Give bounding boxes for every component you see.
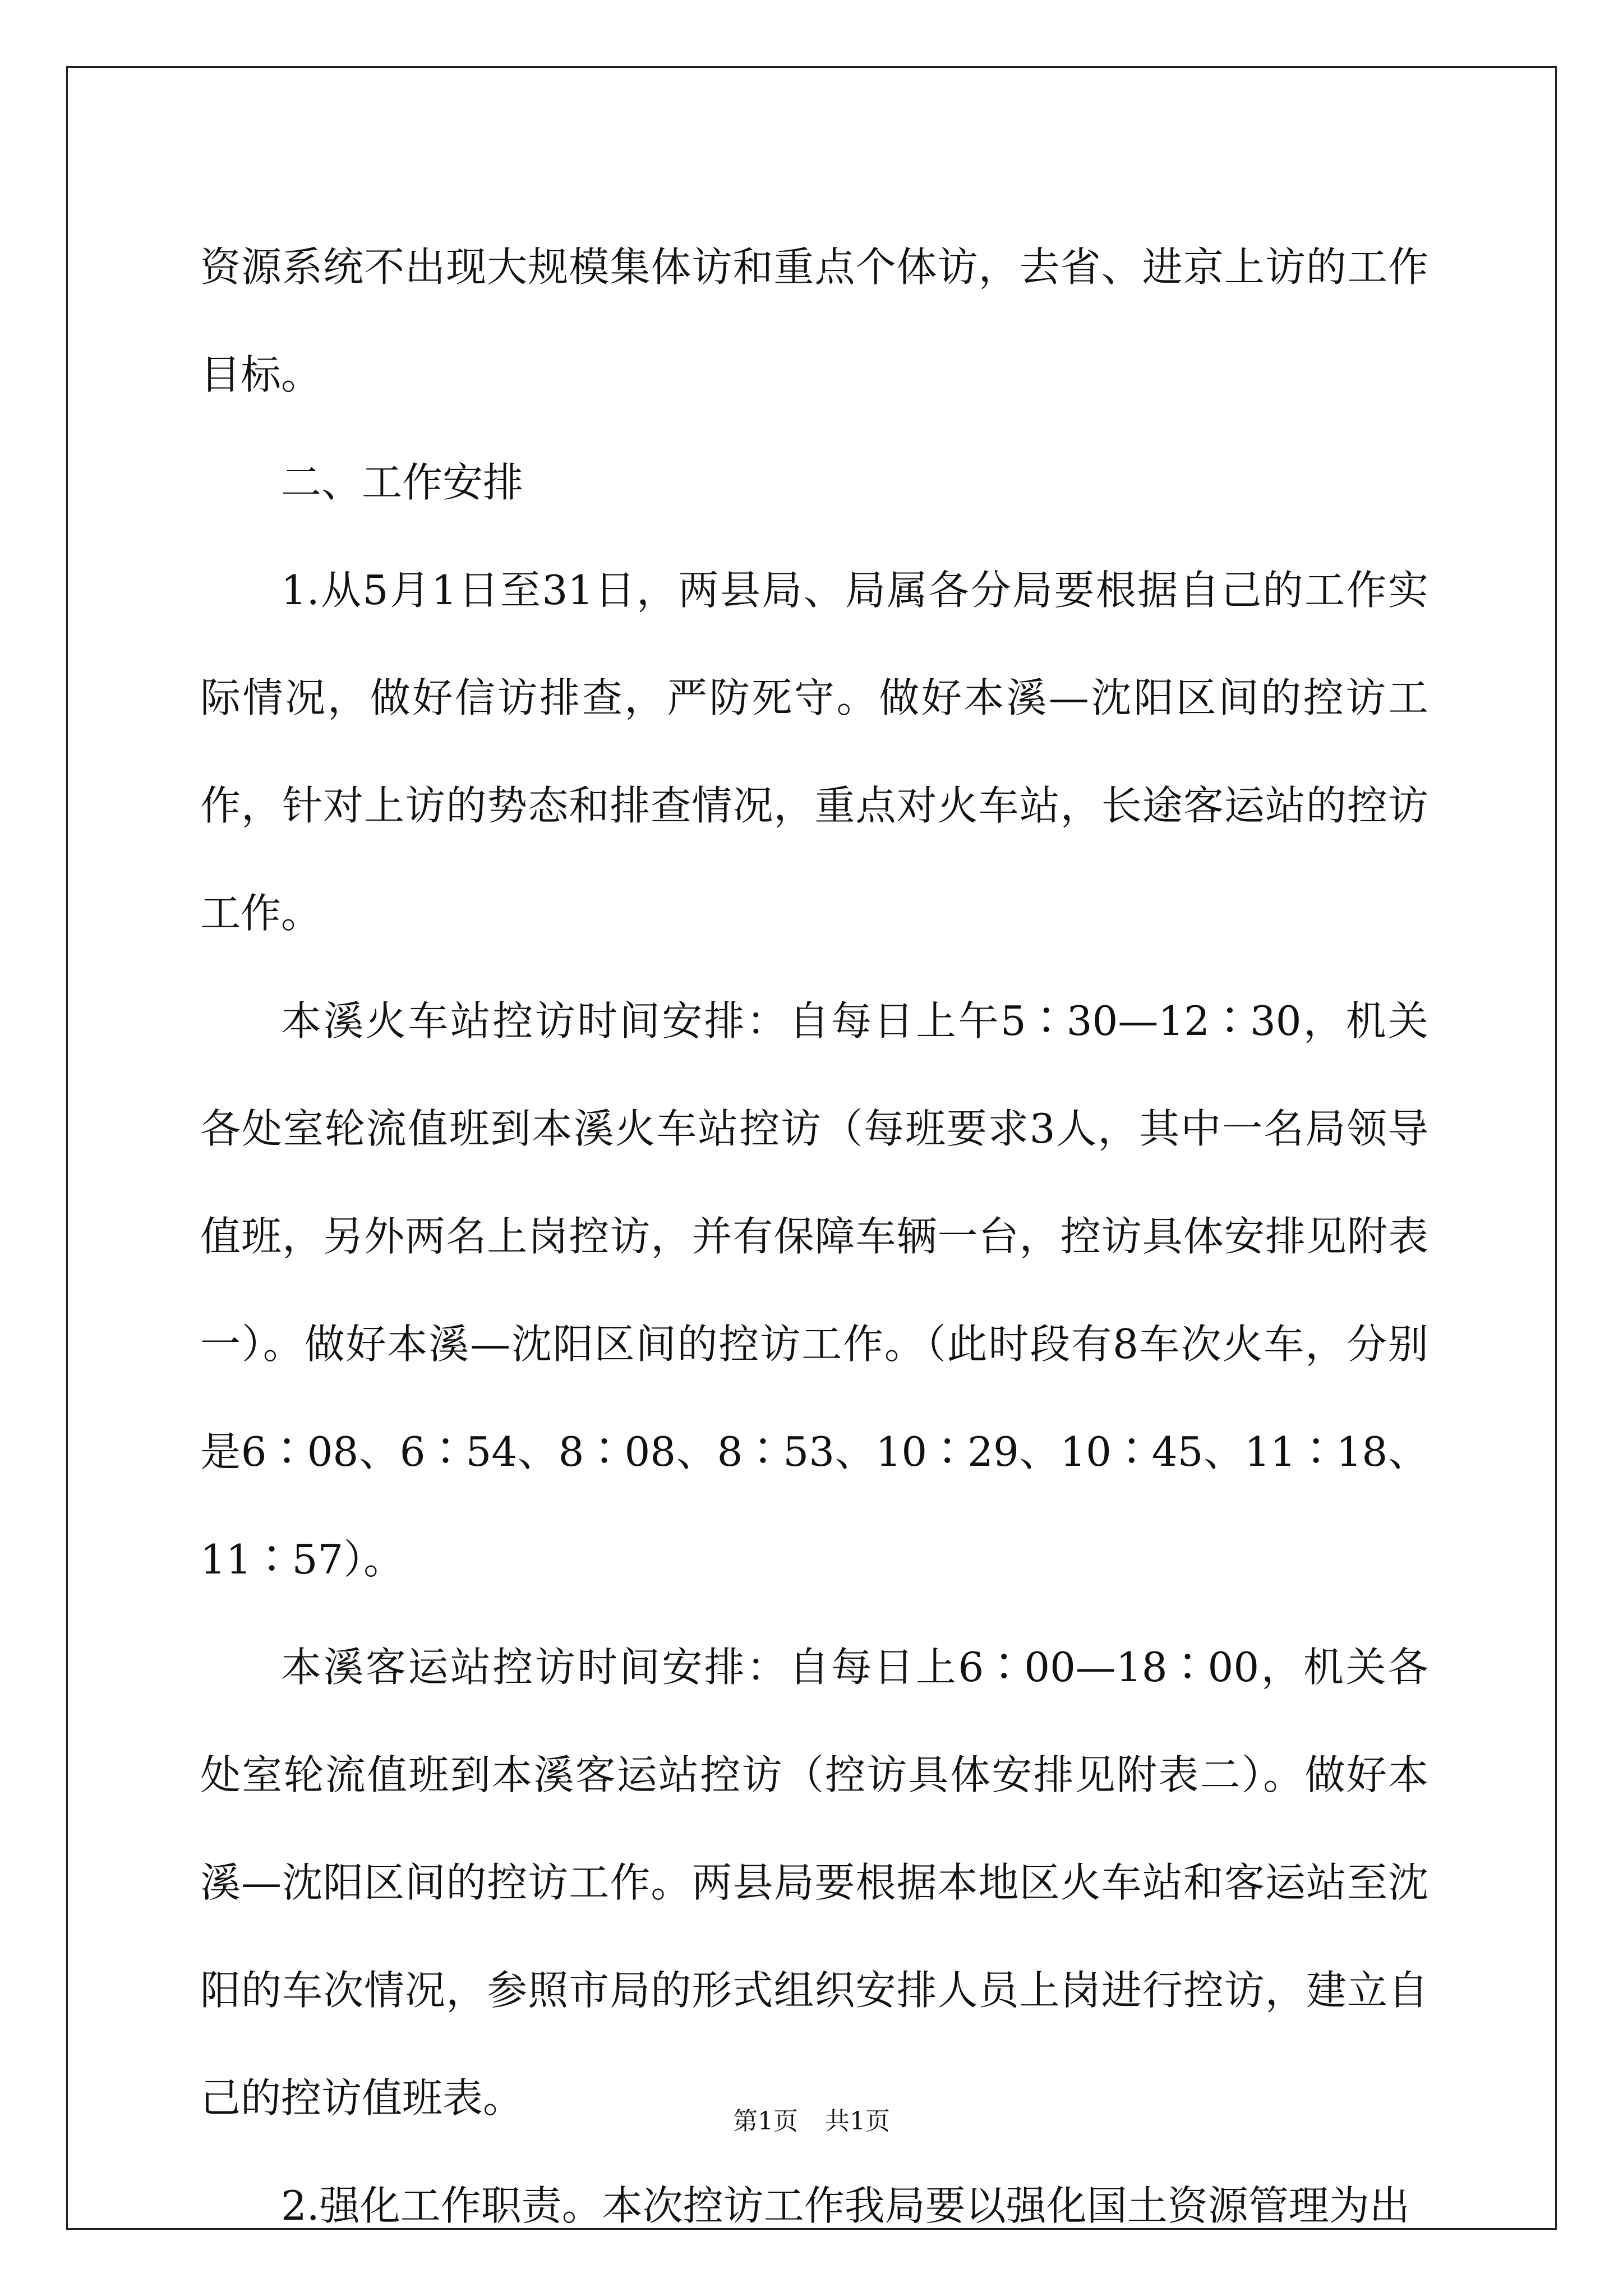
paragraph-2: 1.从5月1日至31日，两县局、局属各分局要根据自己的工作实际情况，做好信访排查，严防死守。做好本溪—沈阳区间的控访工作，针对上访的势态和排查情况，重点对火车站，长途客运站的控访工作。 — [200, 567, 1428, 937]
page-number: 第1页 — [733, 2107, 798, 2136]
page-total: 共1页 — [825, 2107, 890, 2136]
paragraph-5: 2.强化工作职责。本次控访工作我局要以强化国土资源管理为出 — [281, 2182, 1410, 2229]
paragraph-1: 资源系统不出现大规模集体访和重点个体访，去省、进京上访的工作目标。 — [200, 243, 1428, 398]
section-heading: 二、工作安排 — [281, 459, 524, 506]
document-body — [200, 213, 1428, 2260]
paragraph-4: 本溪客运站控访时间安排：自每日上6∶00—18∶00，机关各处室轮流值班到本溪客运站控访（控访具体安排见附表二）。做好本溪—沈阳区间的控访工作。两县局要根据本地区火车站和客运站至沈阳的车次情况，参照市局的形式组织安排人员上岗进行控访，建立自己的控访值班表。 — [200, 1644, 1428, 2122]
paragraph-3: 本溪火车站控访时间安排：自每日上午5∶30—12∶30，机关各处室轮流值班到本溪火车站控访（每班要求3人，其中一名局领导值班，另外两名上岗控访，并有保障车辆一台，控访具体安排见附表一）。做好本溪—沈阳区间的控访工作。（此时段有8车次火车，分别是6∶08、6∶54、8∶08、8∶53、10∶29、10∶45、11∶18、11∶57）。 — [200, 997, 1429, 1583]
page-footer — [0, 2101, 1623, 2137]
